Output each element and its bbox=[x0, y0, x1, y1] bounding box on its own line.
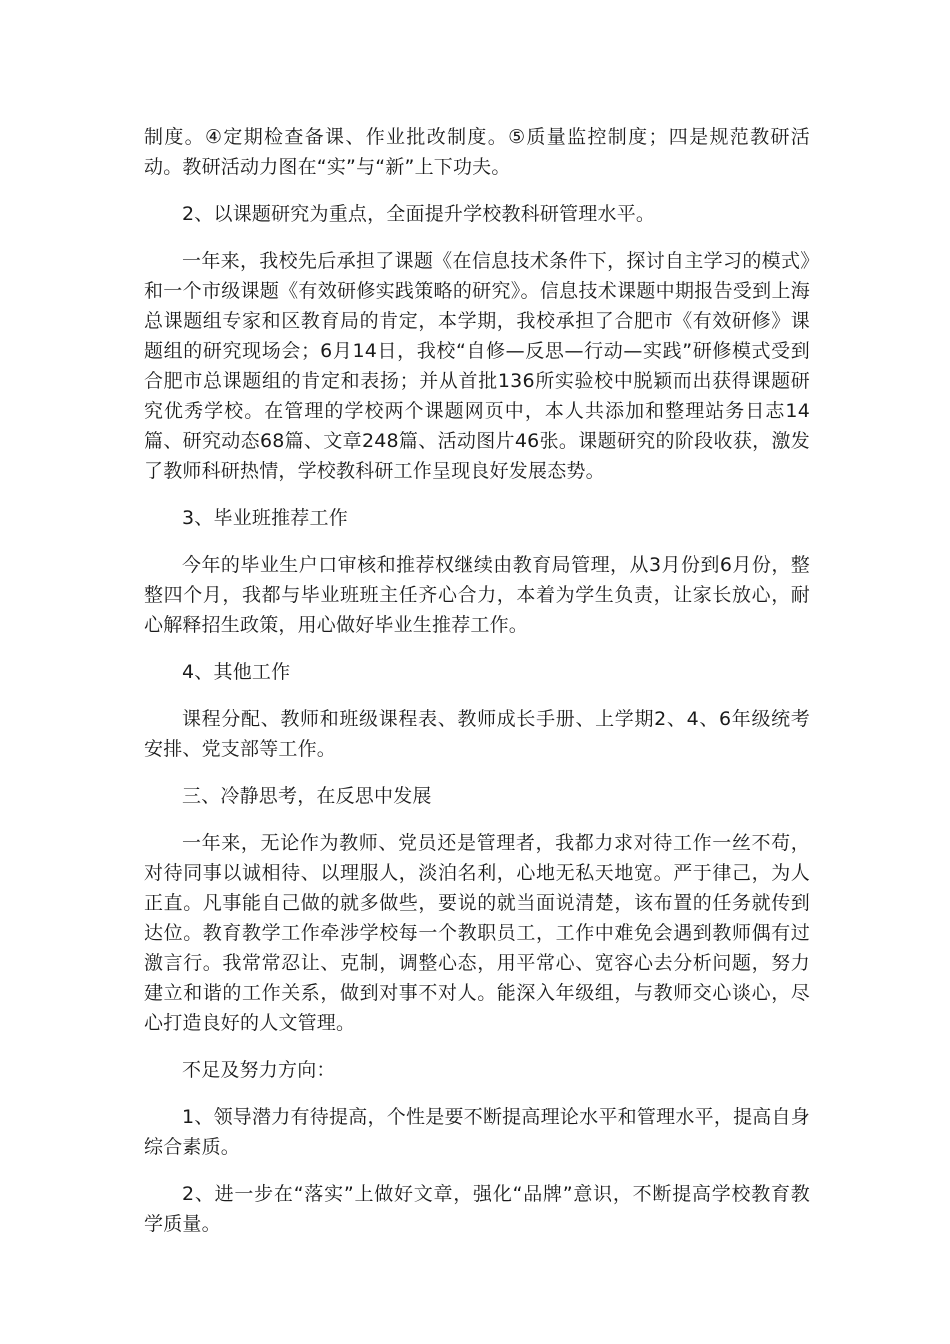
paragraph-continuation: 制度。④定期检查备课、作业批改制度。⑤质量监控制度；四是规范教研活动。教研活动力图在“实”与“新”上下功夫。 bbox=[144, 126, 810, 178]
section-heading-graduation: 3、毕业班推荐工作 bbox=[182, 507, 348, 529]
section-heading-other-work: 4、其他工作 bbox=[182, 661, 291, 683]
paragraph-research: 一年来，我校先后承担了课题《在信息技术条件下，探讨自主学习的模式》和一个市级课题《有效研修实践策略的研究》。信息技术课题中期报告受到上海总课题组专家和区教育局的肯定，本学期，我校承担了合肥市《有效研修》课题组的研究现场会；6月14日，我校“自修—反思—行动—实践”研修模式受到合肥市总课题组的肯定和表扬；并从首批136所实验校中脱颖而出获得课题研究优秀学校。在管理的学校两个课题网页中，本人共添加和整理站务日志14篇、研究动态68篇、文章248篇、活动图片46张。课题研究的阶段收获，激发了教师科研热情，学校教科研工作呈现良好发展态势。 bbox=[144, 250, 810, 482]
list-item-leadership: 1、领导潜力有待提高，个性是要不断提高理论水平和管理水平，提高自身综合素质。 bbox=[144, 1106, 810, 1158]
paragraph-graduation: 今年的毕业生户口审核和推荐权继续由教育局管理，从3月份到6月份，整整四个月，我都与毕业班班主任齐心合力，本着为学生负责，让家长放心，耐心解释招生政策，用心做好毕业生推荐工作。 bbox=[144, 554, 810, 636]
section-heading-research: 2、以课题研究为重点，全面提升学校教科研管理水平。 bbox=[182, 203, 656, 225]
section-heading-reflection: 三、冷静思考，在反思中发展 bbox=[182, 785, 432, 807]
section-heading-shortcomings: 不足及努力方向： bbox=[182, 1059, 336, 1081]
paragraph-reflection: 一年来，无论作为教师、党员还是管理者，我都力求对待工作一丝不苟，对待同事以诚相待、以理服人，淡泊名利，心地无私天地宽。严于律己，为人正直。凡事能自己做的就多做些，要说的就当面说清楚，该布置的任务就传到达位。教育教学工作牵涉学校每一个教职员工，工作中难免会遇到教师偶有过激言行。我常常忍让、克制，调整心态，用平常心、宽容心去分析问题，努力建立和谐的工作关系，做到对事不对人。能深入年级组，与教师交心谈心，尽心打造良好的人文管理。 bbox=[144, 832, 810, 1034]
paragraph-other-work: 课程分配、教师和班级课程表、教师成长手册、上学期2、4、6年级统考安排、党支部等工作。 bbox=[144, 708, 810, 760]
document-body bbox=[144, 122, 810, 1256]
list-item-implementation: 2、进一步在“落实”上做好文章，强化“品牌”意识，不断提高学校教育教学质量。 bbox=[144, 1183, 810, 1235]
